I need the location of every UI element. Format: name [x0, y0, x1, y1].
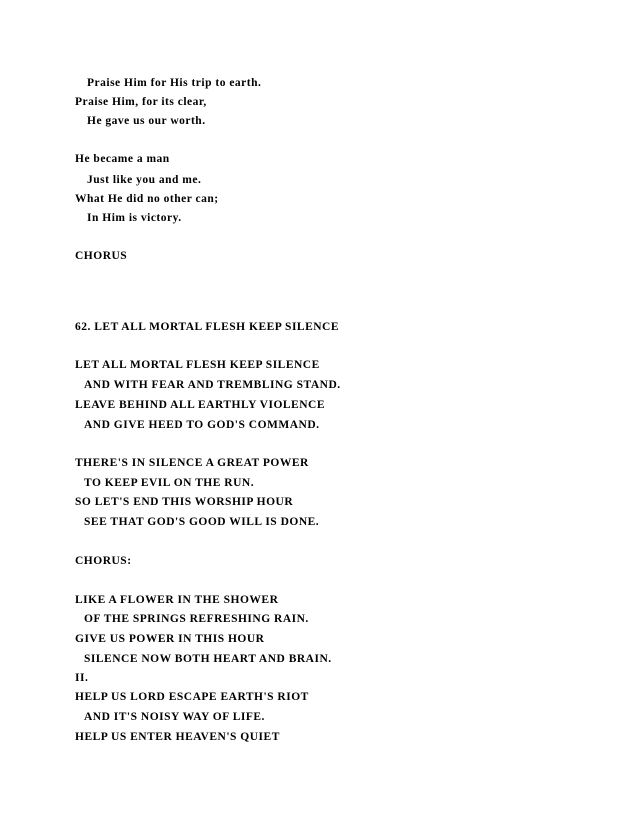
text-line: Praise Him, for its clear,: [75, 96, 207, 108]
text-line: SEE THAT GOD'S GOOD WILL IS DONE.: [84, 516, 320, 528]
text-line: OF THE SPRINGS REFRESHING RAIN.: [84, 613, 309, 625]
text-line: LIKE A FLOWER IN THE SHOWER: [75, 594, 279, 606]
text-line: HELP US ENTER HEAVEN'S QUIET: [75, 731, 280, 743]
text-line: What He did no other can;: [75, 193, 219, 205]
text-line: AND WITH FEAR AND TREMBLING STAND.: [84, 379, 341, 391]
text-line: THERE'S IN SILENCE A GREAT POWER: [75, 457, 309, 469]
hymn-title: 62. LET ALL MORTAL FLESH KEEP SILENCE: [75, 321, 340, 333]
text-line: HELP US LORD ESCAPE EARTH'S RIOT: [75, 691, 309, 703]
text-line: AND GIVE HEED TO GOD'S COMMAND.: [84, 419, 320, 431]
text-line: LEAVE BEHIND ALL EARTHLY VIOLENCE: [75, 399, 326, 411]
text-line: GIVE US POWER IN THIS HOUR: [75, 633, 265, 645]
text-line: In Him is victory.: [87, 212, 182, 224]
text-line: SILENCE NOW BOTH HEART AND BRAIN.: [84, 653, 332, 665]
text-line: LET ALL MORTAL FLESH KEEP SILENCE: [75, 359, 320, 371]
text-line: TO KEEP EVIL ON THE RUN.: [84, 477, 255, 489]
text-line: He became a man: [75, 153, 170, 165]
text-line: Praise Him for His trip to earth.: [87, 77, 262, 89]
verse-number: II.: [75, 672, 89, 684]
text-line: Just like you and me.: [87, 174, 202, 186]
section-heading: CHORUS: [75, 250, 128, 262]
text-line: He gave us our worth.: [87, 115, 206, 127]
text-line: AND IT'S NOISY WAY OF LIFE.: [84, 711, 265, 723]
section-heading: CHORUS:: [75, 555, 132, 567]
text-line: SO LET'S END THIS WORSHIP HOUR: [75, 496, 294, 508]
